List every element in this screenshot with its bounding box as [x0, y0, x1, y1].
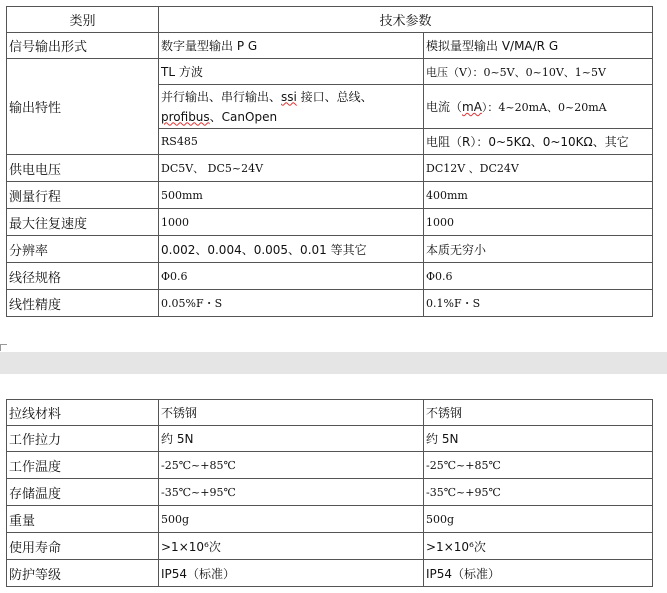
table-row	[7, 506, 653, 533]
row-label: 供电电压	[7, 155, 159, 182]
cell-digital: >1×10⁶次	[159, 533, 424, 560]
cell-text: ）：4~20mA、0~20mA	[481, 101, 607, 114]
cell-digital: 0.05%F・S	[159, 290, 424, 317]
cell-digital: 500g	[159, 506, 424, 533]
spec-table-mechanical	[6, 399, 653, 587]
table-row	[7, 263, 653, 290]
cell-digital: 不锈钢	[159, 400, 424, 426]
cell-digital: IP54（标准）	[159, 560, 424, 587]
table-row	[7, 290, 653, 317]
cell-analog: Φ0.6	[424, 263, 653, 290]
cell-text: 、CanOpen	[209, 109, 278, 124]
row-label: 线性精度	[7, 290, 159, 317]
cell-digital: 0.002、0.004、0.005、0.01 等其它	[159, 236, 424, 263]
cell-digital: RS485	[159, 129, 424, 155]
table-row	[7, 182, 653, 209]
cell-analog: 500g	[424, 506, 653, 533]
row-label: 输出特性	[7, 59, 159, 155]
cell-analog: 电阻（R）：0~5KΩ、0~10KΩ、其它	[424, 129, 653, 155]
cell-analog: 1000	[424, 209, 653, 236]
header-parameters: 技术参数	[159, 7, 653, 33]
header-category: 类别	[7, 7, 159, 33]
spec-table-electrical	[6, 6, 653, 317]
table-row	[7, 155, 653, 182]
row-label: 拉线材料	[7, 400, 159, 426]
row-label: 最大往复速度	[7, 209, 159, 236]
cell-analog: 400mm	[424, 182, 653, 209]
cell-text: ssi	[281, 89, 297, 104]
cell-analog: 本质无穷小	[424, 236, 653, 263]
table-row	[7, 59, 653, 85]
section-divider	[0, 352, 667, 374]
cell-analog: >1×10⁶次	[424, 533, 653, 560]
cell-digital: -25℃~+85℃	[159, 452, 424, 479]
section-corner-mark	[0, 344, 7, 351]
cell-analog: -25℃~+85℃	[424, 452, 653, 479]
table-row	[7, 452, 653, 479]
cell-analog: 约 5N	[424, 426, 653, 452]
cell-analog: IP54（标准）	[424, 560, 653, 587]
table-row	[7, 209, 653, 236]
cell-analog: 模拟量型输出 V/MA/R G	[424, 33, 653, 59]
table-row	[7, 236, 653, 263]
row-label: 重量	[7, 506, 159, 533]
cell-digital: DC5V、 DC5~24V	[159, 155, 424, 182]
cell-digital: Φ0.6	[159, 263, 424, 290]
cell-digital: 1000	[159, 209, 424, 236]
row-label: 使用寿命	[7, 533, 159, 560]
cell-digital: 约 5N	[159, 426, 424, 452]
cell-digital: 500mm	[159, 182, 424, 209]
row-label: 测量行程	[7, 182, 159, 209]
cell-text: 电流（	[426, 100, 463, 114]
table-row	[7, 400, 653, 426]
cell-analog: 0.1%F・S	[424, 290, 653, 317]
row-label: 工作拉力	[7, 426, 159, 452]
row-label: 信号输出形式	[7, 33, 159, 59]
cell-analog: -35℃~+95℃	[424, 479, 653, 506]
cell-digital	[159, 85, 424, 129]
cell-text: profibus	[161, 109, 210, 124]
cell-text: 电压（V）：0~5V、0~10V、1~5V	[426, 65, 606, 79]
cell-analog: 不锈钢	[424, 400, 653, 426]
table-row	[7, 533, 653, 560]
table-row	[7, 479, 653, 506]
cell-text: mA	[462, 100, 482, 114]
row-label: 线径规格	[7, 263, 159, 290]
cell-digital: TL 方波	[159, 59, 424, 85]
table-row	[7, 560, 653, 587]
row-label: 工作温度	[7, 452, 159, 479]
cell-digital: -35℃~+95℃	[159, 479, 424, 506]
cell-text: 并行输出、串行输出、	[161, 89, 282, 104]
table-header-row	[7, 7, 653, 33]
cell-analog	[424, 59, 653, 85]
cell-text: 接口、总线、	[296, 89, 373, 104]
row-label: 存储温度	[7, 479, 159, 506]
row-label: 防护等级	[7, 560, 159, 587]
cell-digital: 数字量型输出 P G	[159, 33, 424, 59]
cell-analog: DC12V 、DC24V	[424, 155, 653, 182]
cell-analog	[424, 85, 653, 129]
table-row	[7, 33, 653, 59]
row-label: 分辨率	[7, 236, 159, 263]
table-row	[7, 426, 653, 452]
